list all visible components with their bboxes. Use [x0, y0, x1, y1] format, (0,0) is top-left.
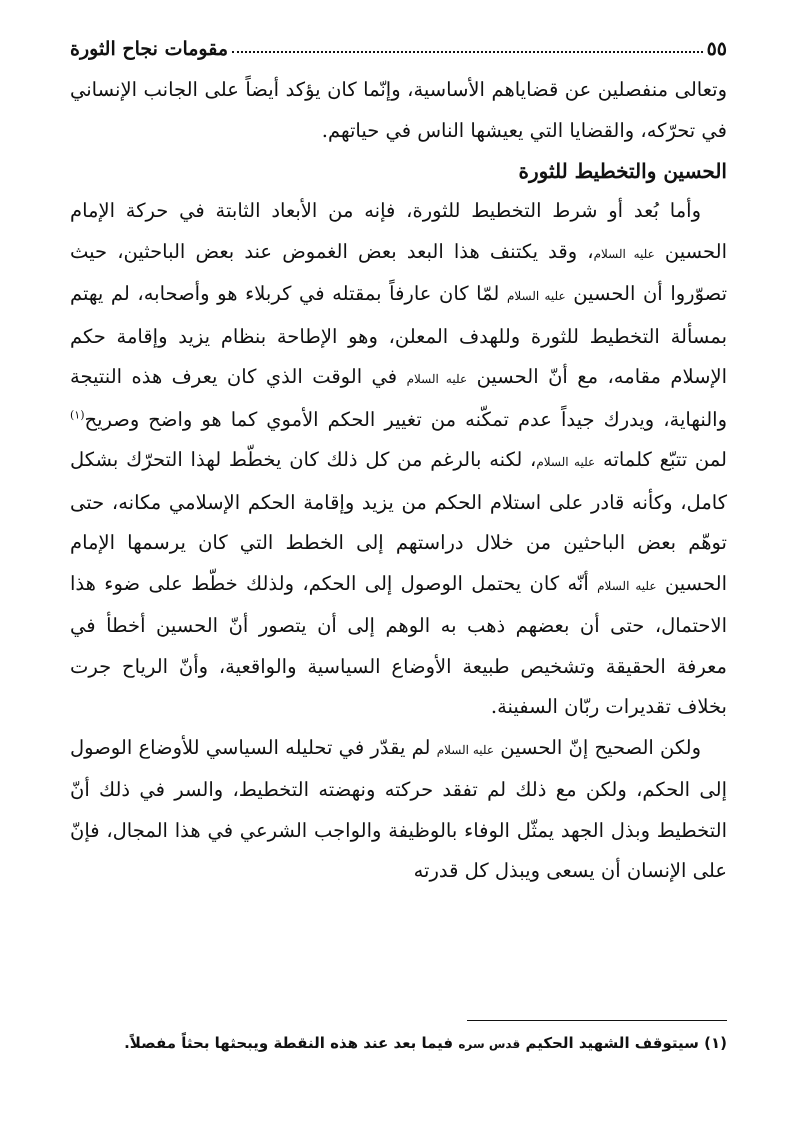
footnote-text-end: فيما بعد عند هذه النقطة ويبحثها بحثاً مفصلاً.	[124, 1034, 454, 1052]
running-title: مقومات نجاح الثورة	[70, 38, 229, 60]
paragraph-2-part-g: أنّه كان يحتمل الوصول إلى الحكم، ولذلك خطّط على ضوء هذا الاحتمال، حتى أن بعضهم ذهب به الوهم إلى أن يتصور أنّ الحسين أخطأ في معرفة الحقيقة وتشخيص طبيعة الأوضاع السياسية والواقعية، وأنّ الرياح جرت بخلاف تقديرات ربّان السفينة.	[70, 571, 727, 718]
paragraph-2-part-d: في الوقت الذي كان يعرف هذه النتيجة والنهاية، ويدرك جيداً عدم تمكّنه من تغيير الحكم الأموي كما هو واضح وصريح	[70, 365, 727, 431]
paragraph-3-part-b: لم يقدّر في تحليله السياسي للأوضاع الوصول إلى الحكم، ولكن مع ذلك لم تفقد حركته ونهضته التخطيط، والسر في ذلك أنّ التخطيط وبذل الجهد يمثّل الوفاء بالوظيفة والواجب الشرعي في هذا المجال، فإنّ على الإنسان أن يسعى ويبذل كل قدرته	[70, 735, 727, 882]
honorific-mark: عليه السلام	[436, 742, 495, 757]
footnote-honorific: قدس سره	[458, 1037, 521, 1051]
footnote-marker: (١)	[704, 1034, 727, 1052]
footnote-reference[interactable]: (١)	[70, 408, 85, 421]
paragraph-2-part-e: لمن تتبّع كلماته	[602, 448, 727, 471]
page-body	[70, 70, 727, 892]
page	[70, 0, 727, 1144]
honorific-mark: عليه السلام	[506, 289, 566, 303]
paragraph-3	[70, 728, 727, 892]
paragraph-2-part-a: وأما بُعد أو شرط التخطيط للثورة، فإنه من الأبعاد الثابتة في حركة الإمام الحسين	[70, 199, 727, 263]
header-dot-leader	[232, 51, 703, 53]
footnote	[70, 1034, 727, 1052]
paragraph-3-part-a: ولكن الصحيح إنّ الحسين	[500, 735, 701, 759]
page-header	[70, 30, 727, 60]
paragraph-2	[70, 191, 727, 728]
honorific-mark: عليه السلام	[406, 372, 468, 386]
paragraph-2-part-c: لمّا كان عارفاً بمقتله في كربلاء هو وأصحابه، لم يهتم بمسألة التخطيط للثورة وللهدف المعلن، وهو الإطاحة بنظام يزيد وإقامة حكم الإسلام مقامه، مع أنّ الحسين	[70, 282, 727, 388]
honorific-mark: عليه السلام	[593, 246, 655, 261]
paragraph-2-part-b: ، وقد يكتنف هذا البعد بعض الغموض عند بعض الباحثين، حيث تصوّروا أن الحسين	[70, 239, 727, 305]
footnote-separator	[467, 1020, 727, 1021]
footnote-text: سيتوقف الشهيد الحكيم	[525, 1034, 699, 1052]
paragraph-2-part-f: ، لكنه بالرغم من كل ذلك كان يخطّط لهذا التحرّك بشكل كامل، وكأنه قادر على استلام الحكم من يزيد وإقامة الحكم الإسلامي مكانه، حتى توهّم بعض الباحثين من خلال دراستهم إلى الخطط التي كان يرسمها الإمام الحسين	[70, 448, 728, 595]
paragraph-1: وتعالى منفصلين عن قضاياهم الأساسية، وإنّما كان يؤكد أيضاً على الجانب الإنساني في تحرّكه، والقضايا التي يعيشها الناس في حياتهم.	[70, 78, 727, 142]
honorific-mark: عليه السلام	[597, 578, 657, 593]
page-number: ٥٥	[706, 38, 727, 60]
honorific-mark: عليه السلام	[536, 455, 596, 469]
section-heading: الحسين والتخطيط للثورة	[518, 159, 727, 183]
